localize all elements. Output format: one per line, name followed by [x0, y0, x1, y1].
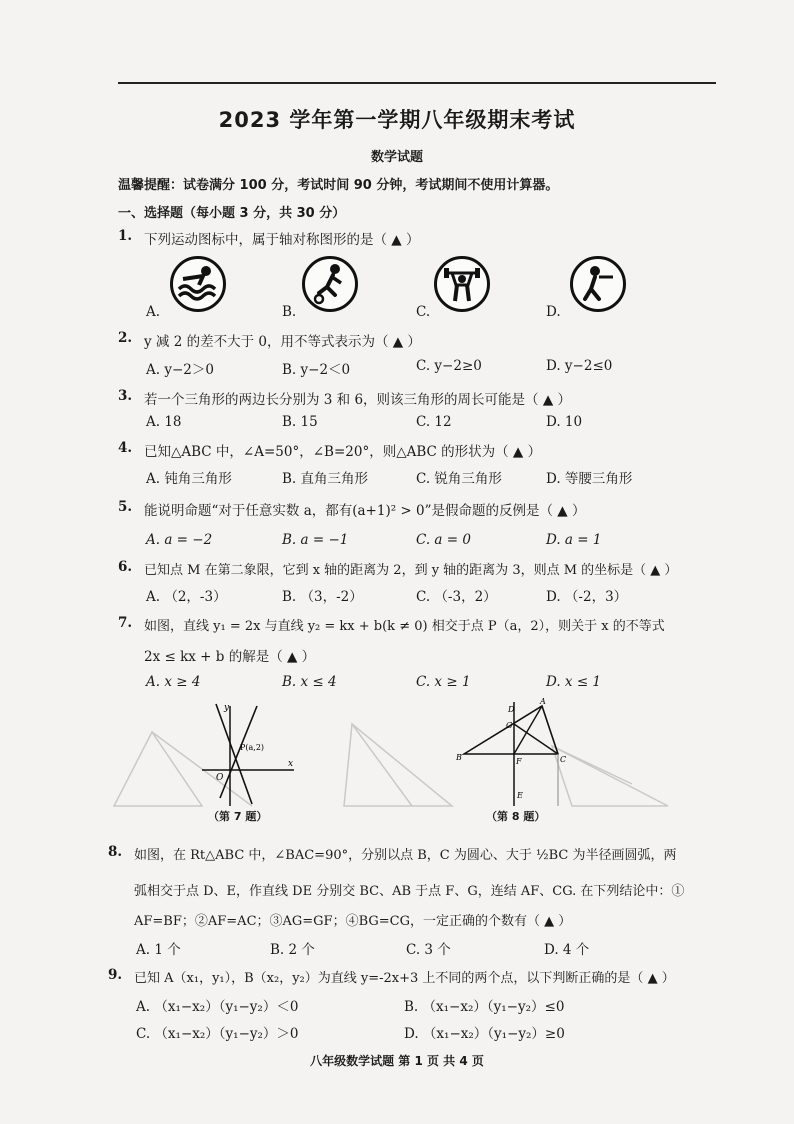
q8-option-a: A. 1 个	[136, 942, 181, 958]
q6-number: 6.	[118, 559, 133, 575]
q4-option-b: B. 直角三角形	[282, 471, 369, 487]
q5-number: 5.	[118, 499, 133, 515]
q9-option-b: B. （x₁−x₂）（y₁−y₂）≤0	[404, 999, 565, 1015]
fig7-label-x: x	[288, 759, 294, 769]
q1-number: 1.	[118, 228, 133, 244]
figure-8	[455, 697, 566, 806]
q8-stem-line1: 如图，在 Rt△ABC 中，∠BAC=90°，分别以点 B，C 为圆心、大于 ½BC 为半径画圆弧，两	[134, 848, 677, 863]
q7-number: 7.	[118, 615, 133, 631]
fig8-label-b: B	[456, 753, 462, 762]
fencing-icon	[570, 256, 626, 312]
q1-option-c: C.	[416, 304, 431, 320]
figure-7	[202, 703, 294, 806]
fig8-label-d: D	[508, 705, 515, 714]
q2-option-c: C. y−2≥0	[416, 358, 482, 374]
q1-option-d: D.	[546, 304, 561, 320]
q9-option-c: C. （x₁−x₂）（y₁−y₂）＞0	[136, 1026, 299, 1042]
q9-option-d: D. （x₁−x₂）（y₁−y₂）≥0	[404, 1026, 565, 1042]
q3-option-a: A. 18	[146, 414, 182, 430]
fig8-segment-cg	[514, 724, 558, 754]
exam-title: 2023 学年第一学期八年级期末考试	[218, 108, 576, 132]
q6-option-d: D. （-2，3）	[546, 589, 628, 605]
q5-option-b: B. a = −1	[282, 532, 349, 548]
football-icon	[302, 256, 358, 312]
q2-option-a: A. y−2＞0	[146, 362, 214, 378]
q8-option-b: B. 2 个	[270, 942, 315, 958]
q6-stem: 已知点 M 在第二象限，它到 x 轴的距离为 2，到 y 轴的距离为 3，则点 M 的坐标是（ ▲ ）	[144, 563, 678, 578]
q2-number: 2.	[118, 330, 133, 346]
q6-option-b: B. （3，-2）	[282, 589, 363, 605]
q6-option-c: C. （-3，2）	[416, 589, 497, 605]
q3-option-c: C. 12	[416, 414, 452, 430]
fig8-caption: （第 8 题）	[486, 810, 546, 823]
q2-option-b: B. y−2＜0	[282, 362, 351, 378]
q9-number: 9.	[108, 967, 123, 983]
swimming-icon	[170, 256, 226, 312]
fig8-label-g: G	[506, 721, 513, 730]
q2-option-d: D. y−2≤0	[546, 358, 613, 374]
q7-option-b: B. x ≤ 4	[282, 674, 337, 690]
q1-option-b: B.	[282, 304, 297, 320]
q7-option-d: D. x ≤ 1	[546, 674, 602, 690]
q4-option-d: D. 等腰三角形	[546, 471, 633, 487]
fig7-label-y: y	[224, 703, 230, 713]
exam-notice: 温馨提醒：试卷满分 100 分，考试时间 90 分钟，考试期间不使用计算器。	[118, 178, 559, 193]
exam-subtitle: 数学试题	[370, 150, 423, 165]
q5-stem: 能说明命题“对于任意实数 a，都有(a+1)² > 0”是假命题的反例是（ ▲ ）	[144, 503, 586, 519]
q4-option-c: C. 锐角三角形	[416, 471, 502, 487]
section-heading: 一、选择题（每小题 3 分，共 30 分）	[118, 206, 346, 221]
q4-stem: 已知△ABC 中，∠A=50°，∠B=20°，则△ABC 的形状为（ ▲ ）	[144, 444, 542, 460]
fig7-label-o: O	[216, 773, 224, 783]
q8-option-c: C. 3 个	[406, 942, 451, 958]
q9-option-a: A. （x₁−x₂）（y₁−y₂）＜0	[136, 999, 299, 1015]
q8-stem-line2: 弧相交于点 D、E，作直线 DE 分别交 BC、AB 于点 F、G，连结 AF、CG. 在下列结论中：①	[134, 884, 685, 899]
q8-option-d: D. 4 个	[544, 942, 590, 958]
q5-option-a: A. a = −2	[146, 532, 213, 548]
q5-option-d: D. a = 1	[546, 532, 602, 548]
fig8-label-c: C	[560, 755, 567, 764]
q3-number: 3.	[118, 388, 133, 404]
fig8-label-e: E	[517, 791, 523, 800]
fig8-segment-af	[514, 706, 542, 754]
q6-option-a: A. （2，-3）	[146, 589, 227, 605]
q7-option-a: A. x ≥ 4	[146, 674, 201, 690]
q3-option-b: B. 15	[282, 414, 318, 430]
q7-option-c: C. x ≥ 1	[416, 674, 471, 690]
fig7-line-y2	[216, 704, 252, 804]
q9-stem: 已知 A（x₁，y₁），B（x₂，y₂）为直线 y=-2x+3 上不同的两个点，以下判断正确的是（ ▲ ）	[134, 971, 675, 986]
q5-option-c: C. a = 0	[416, 532, 471, 548]
q1-stem: 下列运动图标中，属于轴对称图形的是（ ▲ ）	[144, 232, 420, 248]
q4-option-a: A. 钝角三角形	[146, 471, 232, 487]
fig7-label-p: P(a,2)	[240, 743, 265, 752]
figure-row	[112, 694, 672, 824]
q8-number: 8.	[108, 844, 123, 860]
fig7-caption: （第 7 题）	[208, 810, 268, 823]
fig8-label-f: F	[516, 757, 522, 766]
q8-stem-line3: AF=BF；②AF=AC；③AG=GF；④BG=CG，一定正确的个数有（ ▲ ）	[134, 914, 572, 929]
q2-stem: y 减 2 的差不大于 0，用不等式表示为（ ▲ ）	[144, 334, 421, 350]
fig8-label-a: A	[540, 697, 546, 706]
top-rule	[118, 82, 716, 84]
q7-stem-line2: 2x ≤ kx + b 的解是（ ▲ ）	[144, 649, 316, 665]
fig7-line-y1	[220, 706, 257, 798]
q1-option-a: A.	[146, 304, 161, 320]
q7-stem-line1: 如图，直线 y₁ = 2x 与直线 y₂ = kx + b(k ≠ 0) 相交于点 P（a，2），则关于 x 的不等式	[144, 619, 665, 634]
q4-number: 4.	[118, 440, 133, 456]
q3-stem: 若一个三角形的两边长分别为 3 和 6，则该三角形的周长可能是（ ▲ ）	[144, 392, 572, 408]
faint-background-lines	[114, 724, 668, 806]
weightlifting-icon	[434, 256, 490, 312]
q3-option-d: D. 10	[546, 414, 583, 430]
page-footer: 八年级数学试题 第 1 页 共 4 页	[310, 1054, 484, 1068]
